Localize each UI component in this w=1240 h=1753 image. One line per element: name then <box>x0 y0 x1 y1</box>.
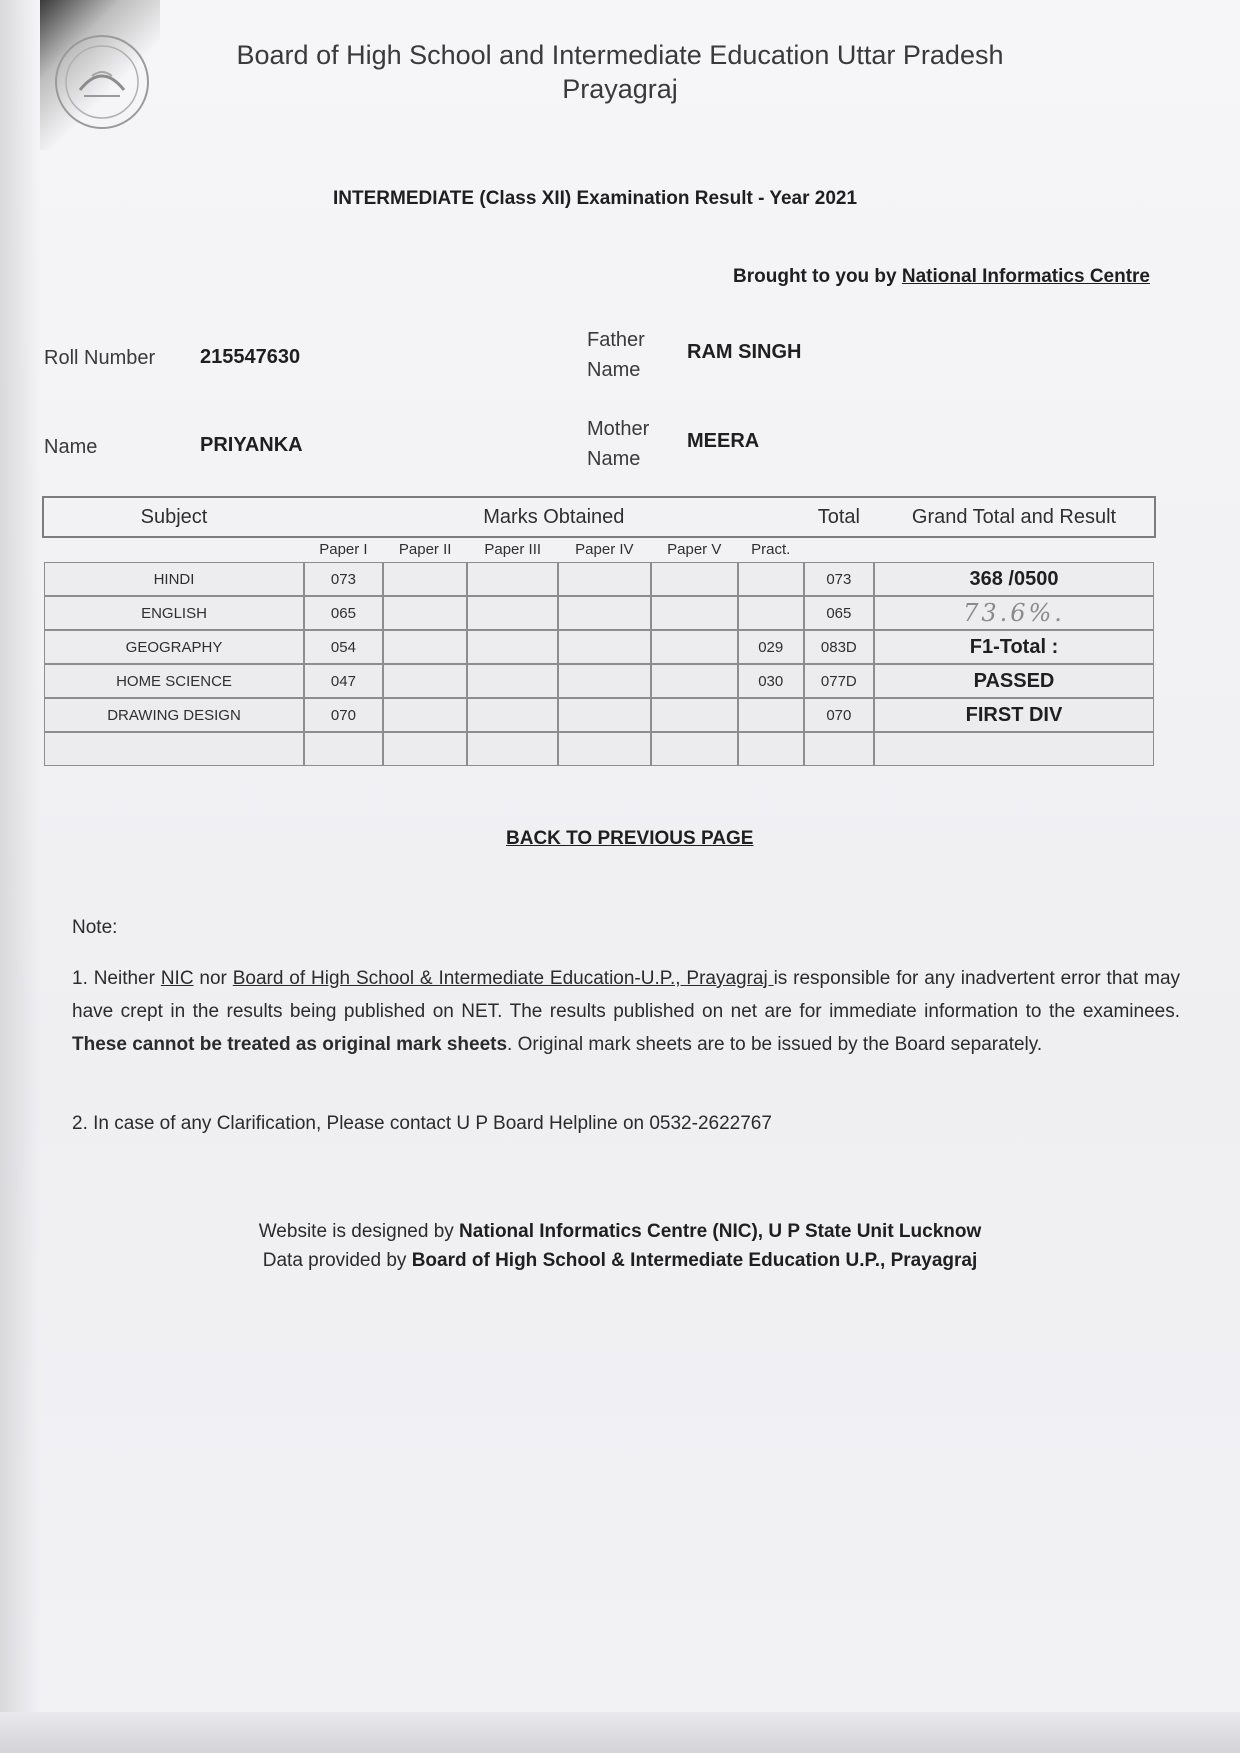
note-1-text-c: is responsible for any inadvertent error that may have crept in the results being published on NET. The results published on net are for immediate information to the examinees. <box>72 968 1181 1022</box>
result-status-cell: PASSED <box>874 664 1154 698</box>
table-row-empty <box>44 732 1154 766</box>
practical-cell: 030 <box>738 664 804 698</box>
footer-line-1 <box>0 1221 1240 1243</box>
exam-title: INTERMEDIATE (Class XII) Examination Result - Year 2021 <box>333 188 858 209</box>
result-label-cell: F1-Total : <box>874 630 1154 664</box>
note-1-bold-text: These cannot be treated as original mark sheets <box>72 1034 508 1055</box>
practical-cell <box>738 562 804 596</box>
footer-1-bold: National Informatics Centre (NIC), U P State Unit Lucknow <box>459 1221 982 1242</box>
paper-1-cell: 047 <box>304 664 383 698</box>
marks-obtained-header: Marks Obtained <box>483 505 625 528</box>
handwritten-percentage: 73.6%. <box>874 596 1154 630</box>
practical-header: Pract. <box>751 540 791 558</box>
nic-text-link[interactable]: NIC <box>160 968 194 989</box>
grand-total-cell: 368 /0500 <box>874 562 1154 596</box>
board-text-link[interactable]: Board of High School & Intermediate Education-U.P., Prayagraj <box>232 968 774 989</box>
paper-1-cell: 065 <box>304 596 383 630</box>
father-name-label <box>587 325 645 385</box>
board-emblem-icon <box>52 32 152 132</box>
footer-2-bold: Board of High School & Intermediate Education U.P., Prayagraj <box>411 1250 978 1271</box>
subject-cell: DRAWING DESIGN <box>44 698 304 732</box>
total-cell: 077D <box>804 664 874 698</box>
scan-shadow <box>0 0 40 1753</box>
scan-edge <box>0 1712 1240 1753</box>
subject-cell: HINDI <box>44 562 304 596</box>
board-title-line2: Prayagraj <box>562 74 678 104</box>
total-header: Total <box>817 505 860 528</box>
paper-2-header: Paper II <box>398 540 452 558</box>
paper-1-header: Paper I <box>319 540 368 558</box>
paper-1-cell: 070 <box>304 698 383 732</box>
total-cell: 073 <box>804 562 874 596</box>
subject-cell: ENGLISH <box>44 596 304 630</box>
footer-1-text: Website is designed by <box>258 1221 460 1242</box>
board-title-line1: Board of High School and Intermediate Education Uttar Pradesh <box>236 40 1004 70</box>
practical-cell <box>738 698 804 732</box>
table-row <box>44 562 1154 596</box>
father-name-value: RAM SINGH <box>687 341 802 363</box>
name-value: PRIYANKA <box>200 434 303 456</box>
division-cell: FIRST DIV <box>874 698 1154 732</box>
paper-1-cell: 054 <box>304 630 383 664</box>
mother-name-label <box>587 414 649 474</box>
table-row <box>44 664 1154 698</box>
total-cell: 070 <box>804 698 874 732</box>
note-1-text-b: nor <box>193 968 233 989</box>
note-1-text-a: 1. Neither <box>72 968 161 989</box>
mother-label-line1: Mother <box>587 418 650 440</box>
note-title: Note: <box>72 917 118 938</box>
footer-line-2 <box>0 1250 1240 1272</box>
table-row <box>44 630 1154 664</box>
mother-label-line2: Name <box>587 448 641 470</box>
note-paragraph-1 <box>72 962 1180 1061</box>
practical-cell <box>738 596 804 630</box>
total-cell: 083D <box>804 630 874 664</box>
practical-cell: 029 <box>738 630 804 664</box>
note-1-text-d: . Original mark sheets are to be issued by the Board separately. <box>507 1034 1043 1055</box>
brought-by <box>733 266 1150 288</box>
table-row <box>44 698 1154 732</box>
father-label-line2: Name <box>587 359 641 381</box>
paper-1-cell: 073 <box>304 562 383 596</box>
roll-number-value: 215547630 <box>200 346 301 368</box>
note-paragraph-2: 2. In case of any Clarification, Please contact U P Board Helpline on 0532-2622767 <box>72 1113 772 1134</box>
subject-cell: GEOGRAPHY <box>44 630 304 664</box>
table-row <box>44 596 1154 630</box>
paper-subheader-row <box>44 536 1154 562</box>
subject-cell: HOME SCIENCE <box>44 664 304 698</box>
paper-3-header: Paper III <box>484 540 542 558</box>
back-to-previous-page-link[interactable]: BACK TO PREVIOUS PAGE <box>506 828 754 849</box>
total-cell: 065 <box>804 596 874 630</box>
board-title <box>200 38 1040 106</box>
subject-header: Subject <box>140 505 208 528</box>
nic-link[interactable]: National Informatics Centre <box>901 266 1150 287</box>
name-label: Name <box>44 436 98 458</box>
paper-4-header: Paper IV <box>575 540 634 558</box>
father-label-line1: Father <box>587 329 645 351</box>
marks-table <box>44 498 1154 766</box>
grand-total-header: Grand Total and Result <box>911 505 1117 528</box>
mother-name-value: MEERA <box>687 430 760 452</box>
marks-table-header <box>44 498 1154 536</box>
paper-5-header: Paper V <box>667 540 722 558</box>
footer-2-text: Data provided by <box>262 1250 412 1271</box>
brought-by-prefix: Brought to you by <box>733 266 902 287</box>
roll-number-label: Roll Number <box>44 347 156 369</box>
